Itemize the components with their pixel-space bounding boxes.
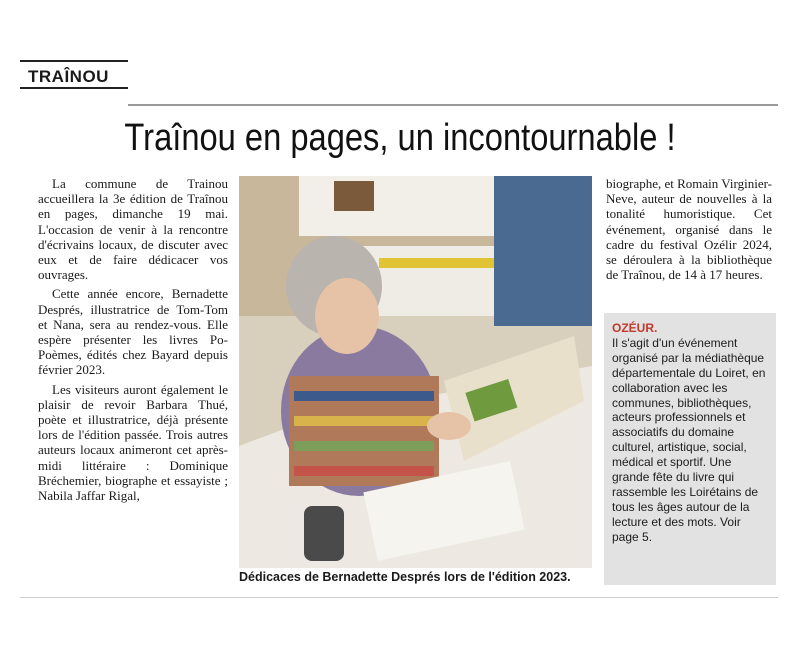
paragraph-1: La commune de Trainou accueillera la 3e édition de Traînou en pages, dimanche 19 mai. L'occasion de venir à la rencontre d'écrivains locaux, de discuter avec eux et de faire dédicacer vos ouvrages. [38, 176, 228, 283]
section-tag: TRAÎNOU [20, 60, 128, 89]
top-divider [128, 104, 778, 106]
paragraph-2: Cette année encore, Bernadette Després, illustratrice de Tom-Tom et Nana, sera au rendez-vous. Elle espère présenter les livres Po-Poèmes, édités chez Bayard depuis février 2023. [38, 286, 228, 378]
paragraph-3: Les visiteurs auront également le plaisir de revoir Barbara Thué, poète et illustratrice, déjà présente lors de l'édition passée. Trois autres auteurs locaux animeront cet après-midi littéraire : Dominique Bréchemier, biographe et essayiste ; Nabila Jaffar Rigal, [38, 381, 228, 504]
photo-illustration [239, 176, 592, 568]
ozeur-sidebar [604, 313, 776, 585]
bottom-divider [20, 597, 778, 598]
photo-caption: Dédicaces de Bernadette Després lors de l'édition 2023. [239, 570, 571, 584]
article-column-1 [38, 176, 228, 507]
paragraph-continued: biographe, et Romain Virginier-Neve, auteur de nouvelles à la tonalité humoristique. Cet événement, organisé dans le cadre du festival Ozélir 2024, se déroulera à la bibliothèque de Traînou, de 14 à 17 heures. [606, 176, 772, 283]
sidebar-kicker: OZÉUR. [612, 321, 658, 335]
article-column-2 [606, 176, 772, 286]
article-photo [239, 176, 592, 568]
sidebar-text: Il s'agit d'un événement organisé par la médiathèque départementale du Loiret, en collaboration avec les communes, bibliothèques, acteurs professionnels et associatifs du domaine culturel, artistique, social, médical et sportif. Une grande fête du livre qui rassemble les Loirétains de tous les âges autour de la lecture et des mots. Voir page 5. [612, 335, 766, 544]
article-headline: Traînou en pages, un incontournable ! [124, 117, 676, 159]
